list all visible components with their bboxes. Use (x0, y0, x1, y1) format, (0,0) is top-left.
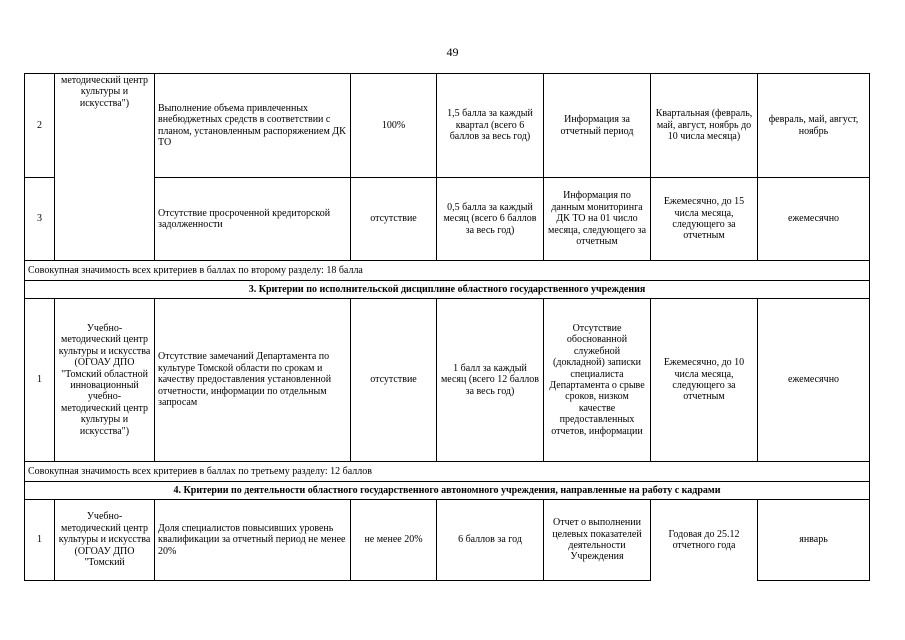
source-cell: Информация по данным мониторинга ДК ТО на 01 число месяца, следующего за отчетным (544, 178, 651, 261)
table-row (25, 500, 870, 581)
page-number: 49 (446, 45, 459, 59)
period-cell: Квартальная (февраль, май, август, ноябрь до 10 числа месяца) (651, 74, 758, 178)
row-number: 2 (25, 74, 55, 178)
row-number: 1 (25, 500, 55, 581)
summary-row (25, 462, 870, 482)
payment-cell: февраль, май, август, ноябрь (758, 74, 870, 178)
organization-cell: методический центр культуры и искусства") (55, 74, 155, 261)
criterion-cell: Выполнение объема привлеченных внебюджетных средств в соответствии с планом, установленным распоряжением ДК ТО (155, 74, 351, 178)
value-cell: отсутствие (351, 178, 437, 261)
section-4-heading: 4. Критерии по деятельности областного государственного автономного учреждения, направленные на работу с кадрами (25, 482, 870, 500)
criterion-cell: Отсутствие замечаний Департамента по культуре Томской области по срокам и качеству предоставления установленной отчетности, информации по отдельным запросам (155, 299, 351, 462)
value-cell: 100% (351, 74, 437, 178)
points-cell: 1,5 балла за каждый квартал (всего 6 баллов за весь год) (437, 74, 544, 178)
points-cell: 0,5 балла за каждый месяц (всего 6 баллов за весь год) (437, 178, 544, 261)
source-cell: Информация за отчетный период (544, 74, 651, 178)
section-3-total: Совокупная значимость всех критериев в баллах по третьему разделу: 12 баллов (25, 462, 870, 482)
table-row (25, 299, 870, 462)
section-2-total: Совокупная значимость всех критериев в баллах по второму разделу: 18 балла (25, 261, 870, 281)
criteria-table (24, 73, 870, 581)
value-cell: отсутствие (351, 299, 437, 462)
section-heading-row (25, 281, 870, 299)
row-number: 3 (25, 178, 55, 261)
payment-cell: январь (758, 500, 870, 581)
source-cell: Отсутствие обоснованной служебной (докладной) записки специалиста Департамента о срыве сроков, низком качестве предоставленных отчетов, информации (544, 299, 651, 462)
points-cell: 1 балл за каждый месяц (всего 12 баллов за весь год) (437, 299, 544, 462)
table-row (25, 74, 870, 178)
payment-cell: ежемесячно (758, 178, 870, 261)
organization-cell: Учебно-методический центр культуры и искусства (ОГОАУ ДПО "Томский областной инновационный учебно-методический центр культуры и искусства") (55, 299, 155, 462)
points-cell: 6 баллов за год (437, 500, 544, 581)
row-number: 1 (25, 299, 55, 462)
payment-cell: ежемесячно (758, 299, 870, 462)
value-cell: не менее 20% (351, 500, 437, 581)
criterion-cell: Доля специалистов повысивших уровень квалификации за отчетный период не менее 20% (155, 500, 351, 581)
source-cell: Отчет о выполнении целевых показателей деятельности Учреждения (544, 500, 651, 581)
criterion-cell: Отсутствие просроченной кредиторской задолженности (155, 178, 351, 261)
period-cell: Ежемесячно, до 15 числа месяца, следующего за отчетным (651, 178, 758, 261)
period-cell: Ежемесячно, до 10 числа месяца, следующего за отчетным (651, 299, 758, 462)
section-heading-row (25, 482, 870, 500)
organization-cell: Учебно-методический центр культуры и искусства (ОГОАУ ДПО "Томский (55, 500, 155, 581)
period-cell: Годовая до 25.12 отчетного года (651, 500, 758, 581)
section-3-heading: 3. Критерии по исполнительской дисциплине областного государственного учреждения (25, 281, 870, 299)
summary-row (25, 261, 870, 281)
